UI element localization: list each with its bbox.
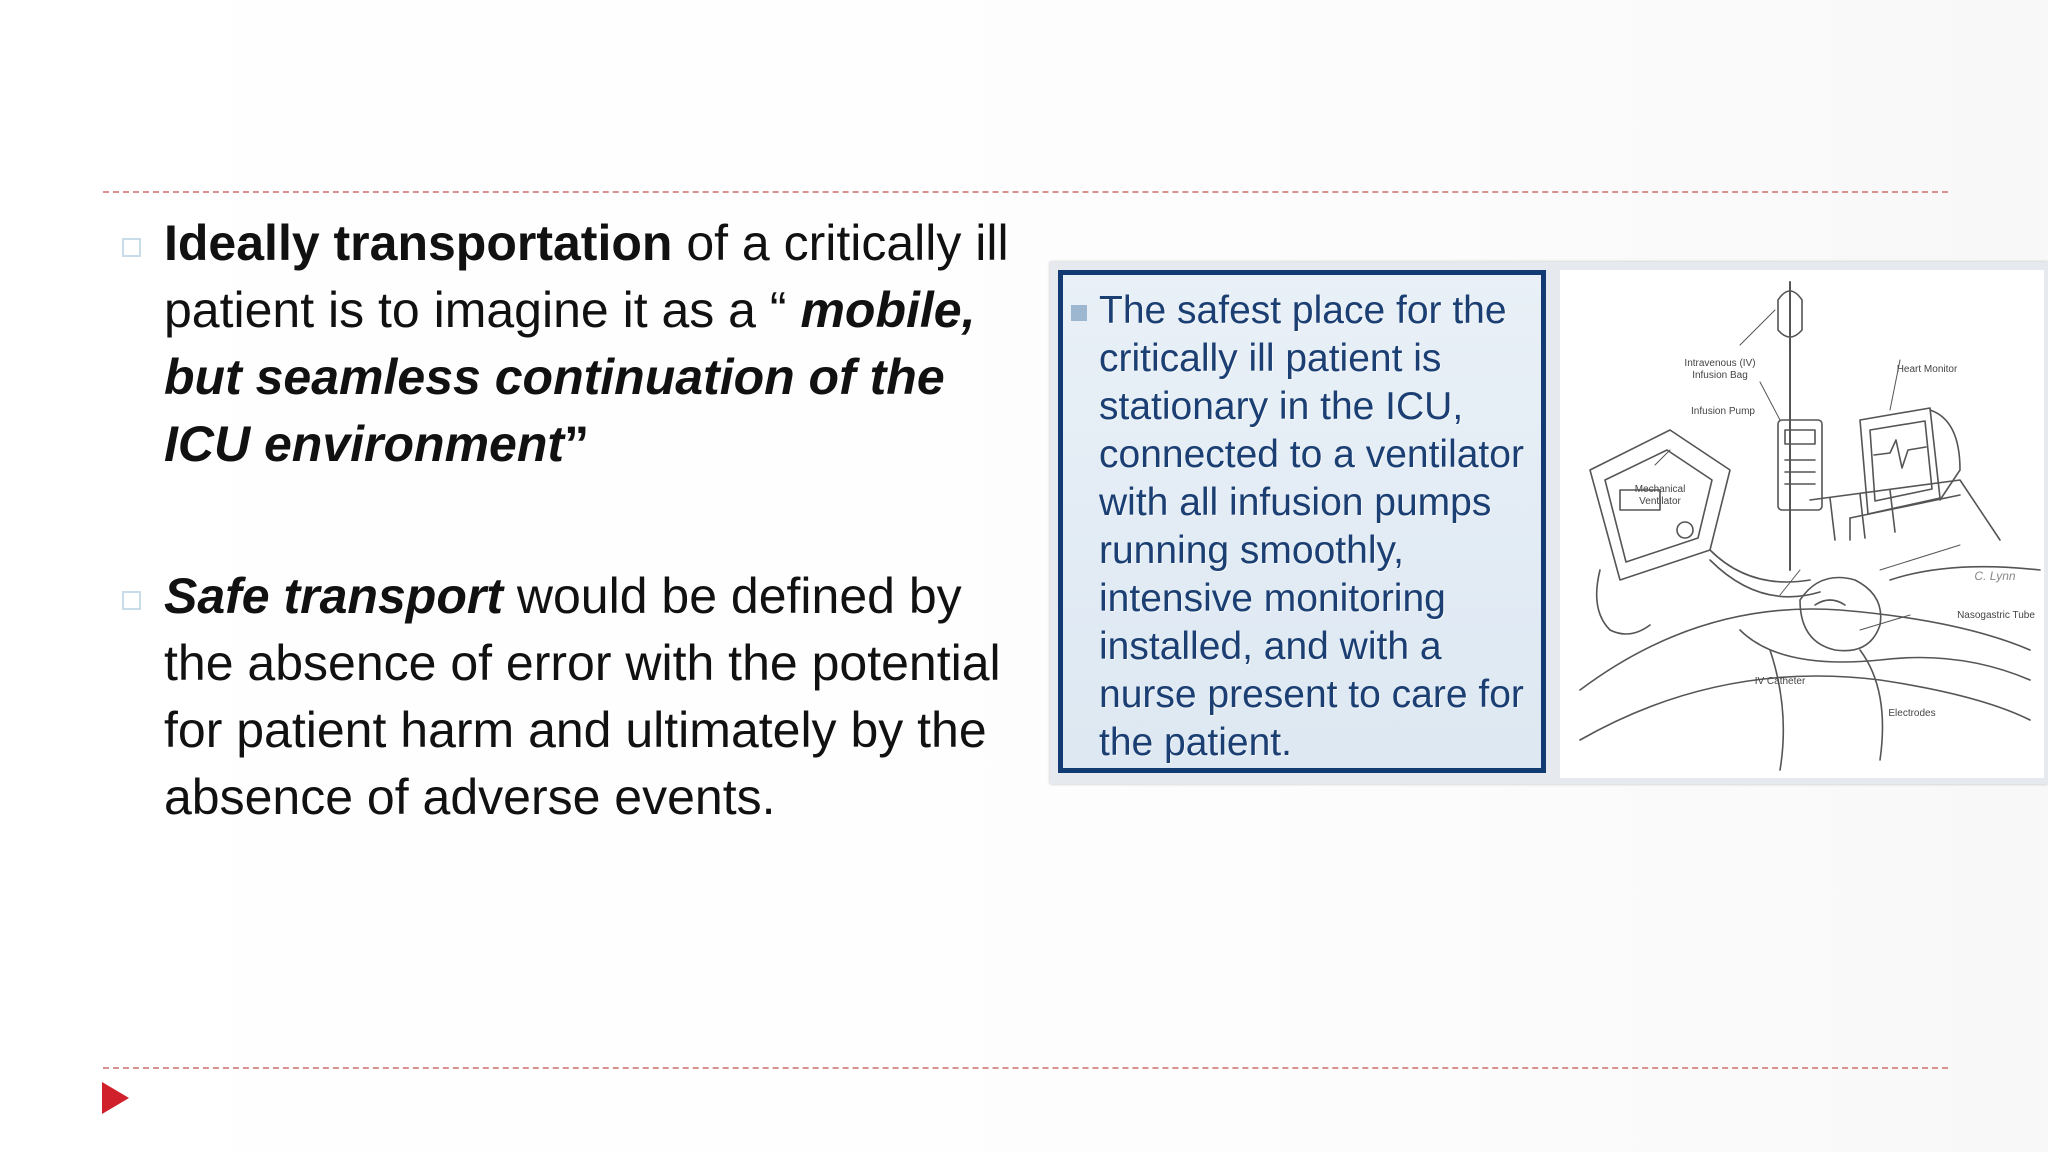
callout-text: The safest place for the critically ill patient is stationary in the ICU, connected to a ventilator with all infusion pumps running smoothly, intensive monitoring installed, and with a nurse present to care for the patient. — [1099, 289, 1524, 764]
square-bullet-icon — [122, 238, 141, 257]
icu-illustration — [1560, 270, 2044, 778]
top-divider — [103, 191, 1948, 193]
icu-sketch — [1560, 270, 2044, 778]
label-nasogastric-tube: Nasogastric Tube — [1957, 610, 2035, 621]
callout-bullet-icon — [1071, 305, 1087, 321]
label-ventilator: Mechanical Ventilator — [1634, 484, 1686, 507]
callout-box — [1058, 270, 1546, 773]
bullet-list — [122, 210, 1022, 831]
bullet-lead: Safe transport — [164, 568, 503, 624]
square-bullet-icon — [122, 591, 141, 610]
bullet-text: would be defined by the absence of error with the potential for patient harm and ultimately by the absence of adverse events. — [164, 568, 1001, 825]
bullet-text: of a critically ill patient is to imagine it as a “ — [164, 215, 1009, 338]
label-heart-monitor: Heart Monitor — [1896, 364, 1958, 375]
bullet-emphasis: mobile, but seamless continuation of the ICU environment — [164, 282, 976, 472]
bullet-closing-quote: ” — [564, 416, 590, 472]
label-iv-catheter: IV Catheter — [1754, 676, 1806, 687]
label-infusion-pump: Infusion Pump — [1691, 406, 1755, 417]
play-triangle-icon[interactable] — [102, 1082, 129, 1114]
artist-signature: C. Lynn — [1974, 569, 2016, 583]
label-electrodes: Electrodes — [1888, 708, 1936, 719]
bullet-safe-transport — [122, 563, 1022, 831]
label-iv-bag: Intravenous (IV) Infusion Bag — [1684, 358, 1756, 381]
icu-figure — [1050, 262, 2048, 784]
bullet-lead: Ideally transportation — [164, 215, 673, 271]
bullet-ideal-transport — [122, 210, 1022, 478]
bottom-divider — [103, 1067, 1948, 1069]
